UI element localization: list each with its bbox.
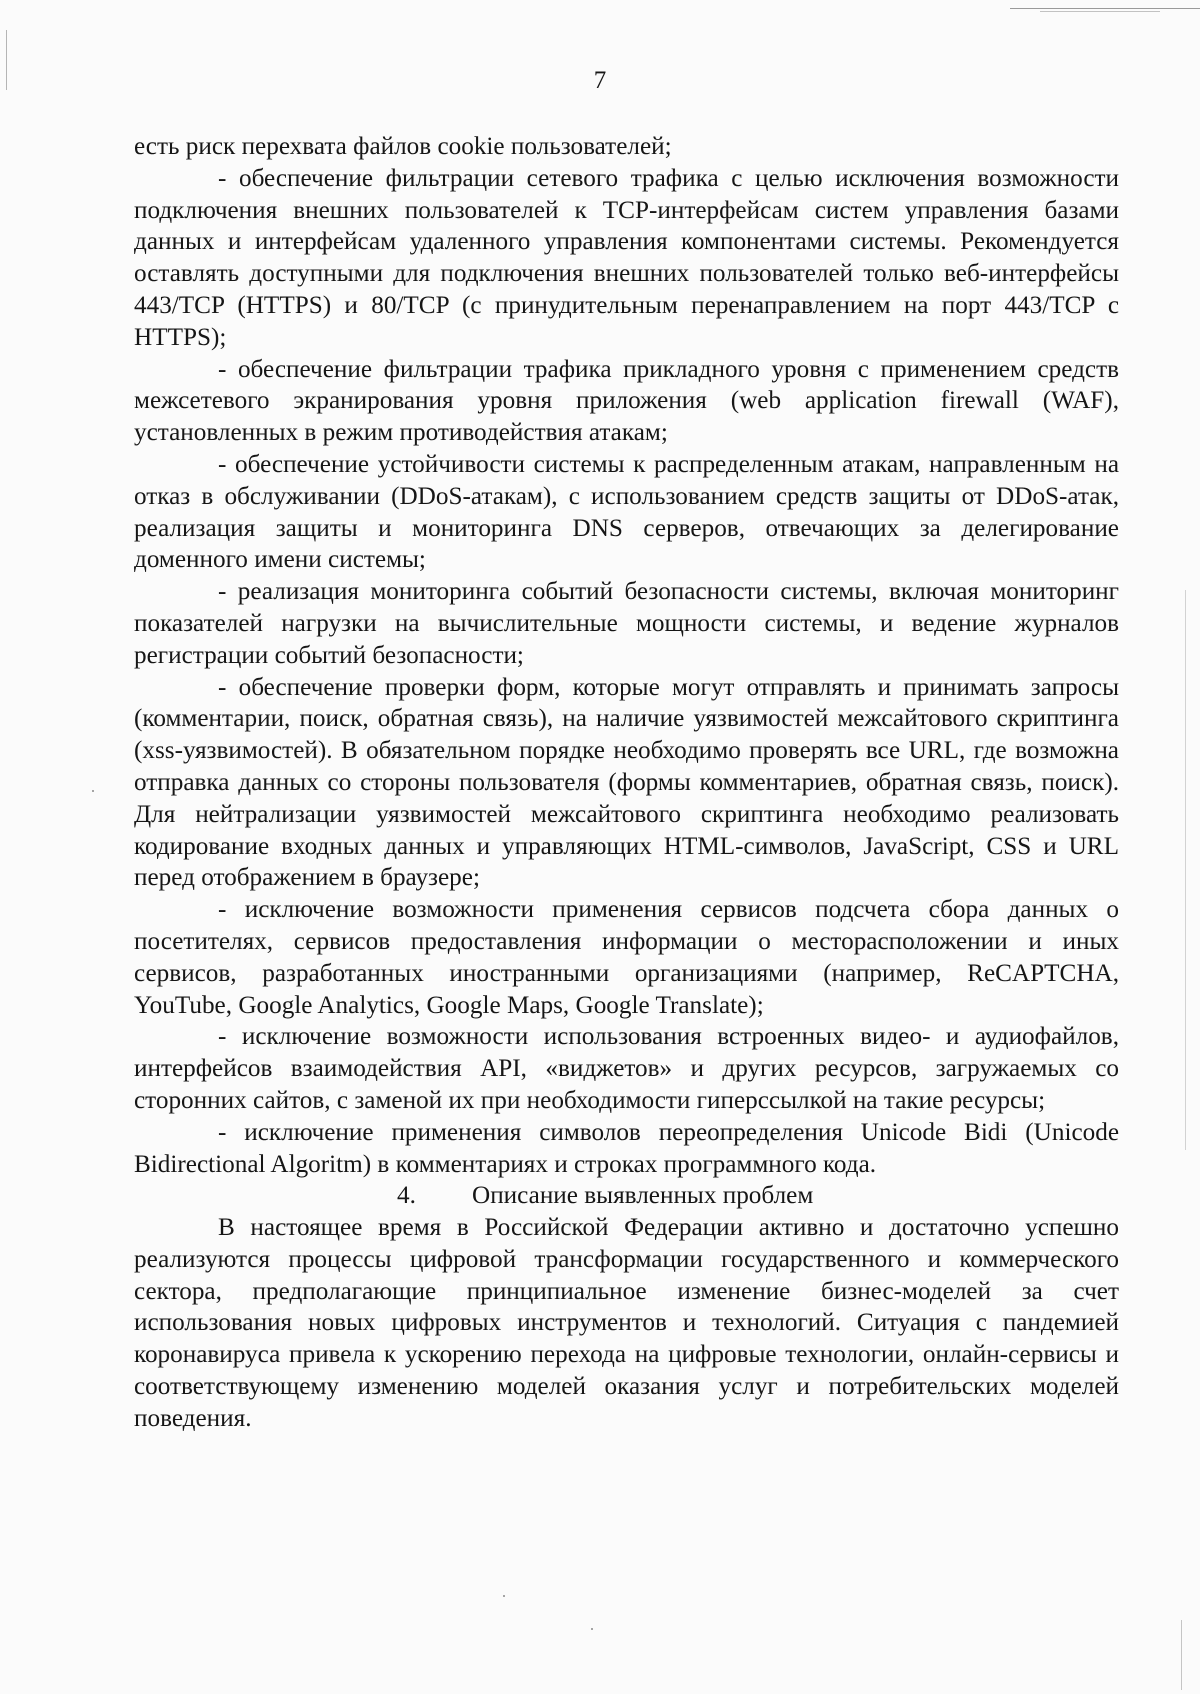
list-item: - исключение возможности использования встроенных видео- и аудиофайлов, интерфейсов взаимодействия API, «виджетов» и других ресурсов, загружаемых со сторонних сайтов, с заменой их при необходимости гиперссылкой на такие ресурсы; xyxy=(134,1023,1119,1114)
scan-speck xyxy=(503,1595,505,1597)
list-item: - обеспечение проверки форм, которые могут отправлять и принимать запросы (комментарии, поиск, обратная связь), на наличие уязвимостей межсайтового скриптинга (xss-уязвимостей). В обязательном порядке необходимо проверять все URL, где возможна отправка данных со стороны пользователя (формы комментариев, обратная связь, поиск). Для нейтрализации уязвимостей межсайтового скриптинга необходимо реализовать кодирование входных данных и управляющих HTML-символов, JavaScript, CSS и URL перед отображением в браузере; xyxy=(134,673,1119,892)
list-item: - исключение применения символов переопределения Unicode Bidi (Unicode Bidirectional Algoritm) в комментариях и строках программного кода. xyxy=(134,1118,1119,1178)
scan-artifact-edge xyxy=(1181,1620,1182,1690)
scan-speck xyxy=(92,790,94,792)
list-item: - реализация мониторинга событий безопасности системы, включая мониторинг показателей нагрузки на вычислительные мощности системы, и ведение журналов регистрации событий безопасности; xyxy=(134,578,1119,669)
scan-artifact-line xyxy=(1040,11,1160,12)
section-heading xyxy=(134,1180,1119,1212)
body-text xyxy=(134,131,1119,1435)
list-item: - обеспечение фильтрации трафика прикладного уровня с применением средств межсетевого экранирования уровня приложения (web application firewall (WAF), установленных в режим противодействия атакам; xyxy=(134,355,1119,447)
section-title: Описание выявленных проблем xyxy=(472,1182,814,1210)
list-item: - исключение возможности применения сервисов подсчета сбора данных о посетителях, сервисов предоставления информации о месторасположении и иных сервисов, разработанных иностранными организациями (например, ReCAPTCHA, YouTube, Google Analytics, Google Maps, Google Translate); xyxy=(134,896,1119,1019)
scan-artifact-line xyxy=(1010,8,1200,9)
scan-artifact-edge xyxy=(1185,590,1186,1150)
paragraph-continuation: есть риск перехвата файлов cookie пользователей; xyxy=(134,133,672,160)
list-item: - обеспечение устойчивости системы к распределенным атакам, направленным на отказ в обслуживании (DDoS-атакам), с использованием средств защиты от DDoS-атак, реализация защиты и мониторинга DNS серверов, отвечающих за делегирование доменного имени системы; xyxy=(134,450,1119,574)
scan-speck xyxy=(591,1628,593,1630)
list-item: - обеспечение фильтрации сетевого трафика с целью исключения возможности подключения внешних пользователей к TCP-интерфейсам систем управления базами данных и интерфейсам удаленного управления компонентами системы. Рекомендуется оставлять доступными для подключения внешних пользователей только веб-интерфейсы 443/TCP (HTTPS) и 80/TCP (с принудительным перенаправлением на порт 443/TCP с HTTPS); xyxy=(134,164,1119,351)
section-number: 4. xyxy=(397,1182,416,1210)
section-paragraph: В настоящее время в Российской Федерации активно и достаточно успешно реализуются процессы цифровой трансформации государственного и коммерческого сектора, предполагающие принципиальное изменение бизнес-моделей за счет использования новых цифровых инструментов и технологий. Ситуация с пандемией коронавируса привела к ускорению перехода на цифровые технологии, онлайн-сервисы и соответствующему изменению моделей оказания услуг и потребительских моделей поведения. xyxy=(134,1214,1119,1432)
page-number: 7 xyxy=(593,67,607,94)
